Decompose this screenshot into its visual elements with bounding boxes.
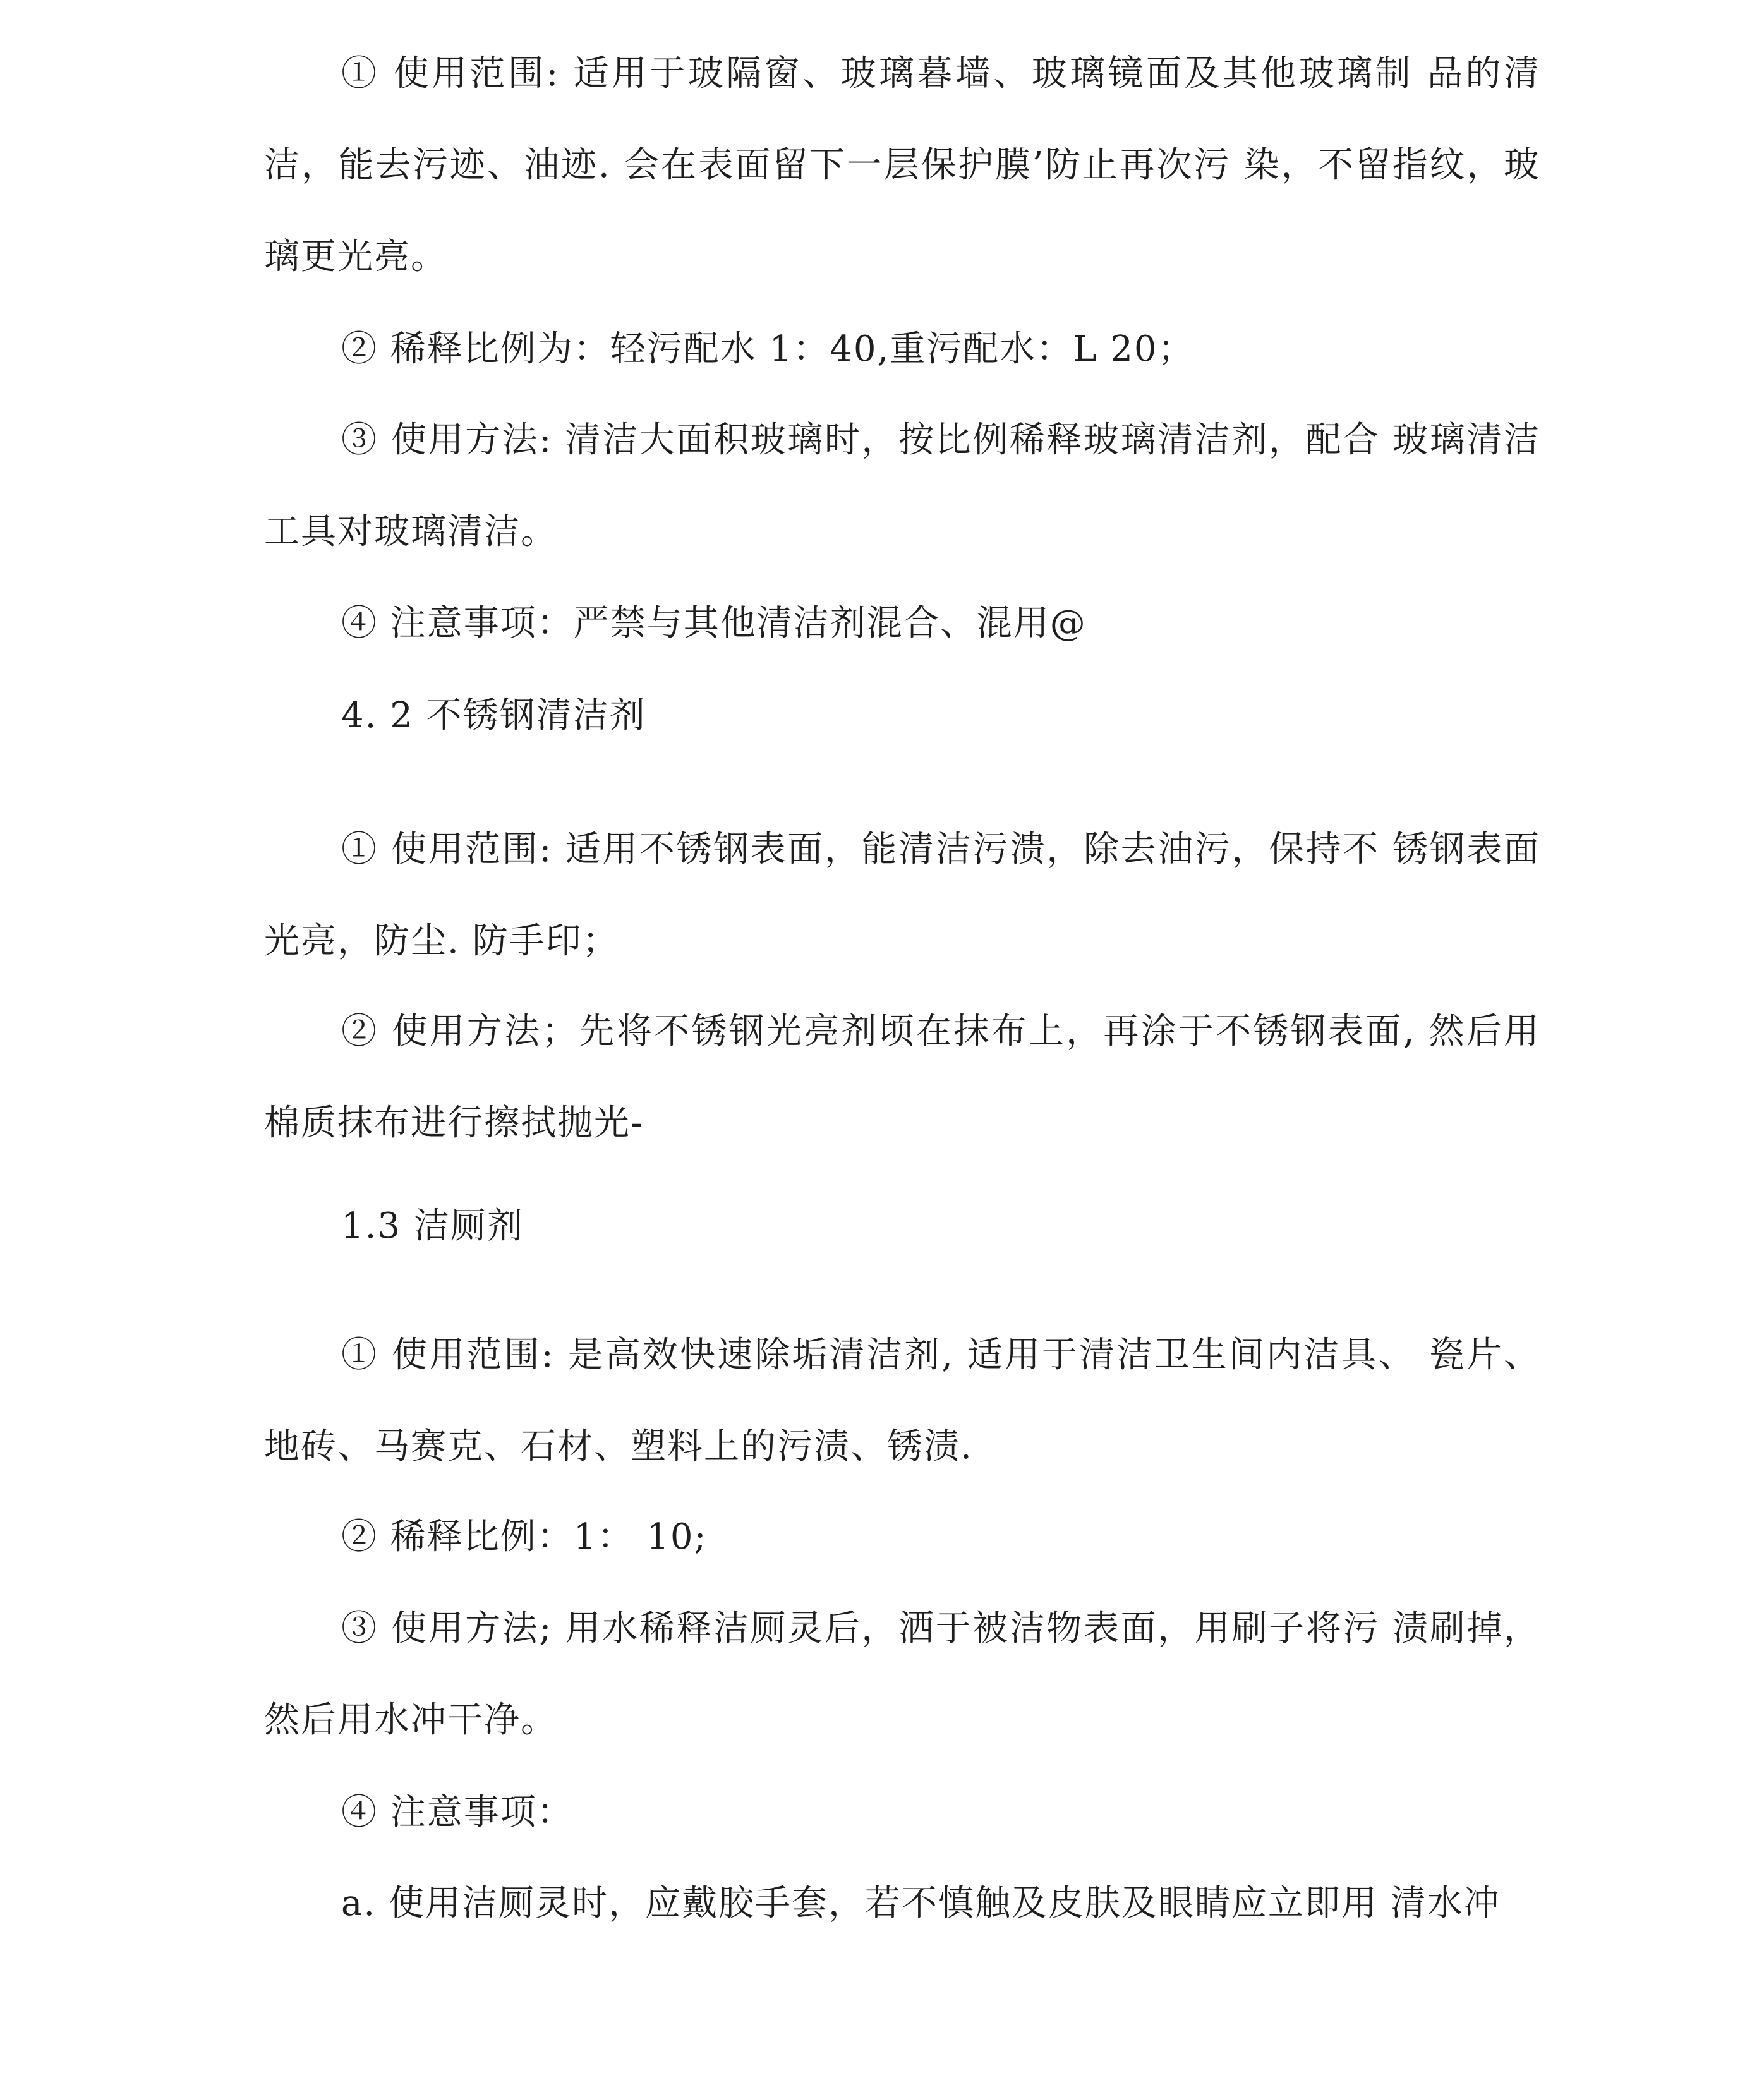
section-heading-stainless-steel-cleaner: 4. 2 不锈钢清洁剂 bbox=[341, 695, 646, 736]
section-heading-toilet-cleaner: 1.3 洁厕剂 bbox=[341, 1206, 524, 1247]
toilet-cleaner-usage-paragraph: ③ 使用方法; 用水稀释洁厕灵后，洒于被洁物表面，用刷子将污 渍刷掉，然后用水冲干净。 bbox=[264, 1608, 1540, 1741]
toilet-cleaner-caution-heading: ④ 注意事项： bbox=[341, 1792, 574, 1833]
toilet-cleaner-scope-paragraph: ① 使用范围: 是高效快速除垢清洁剂, 适用于清洁卫生间内洁具、 瓷片、地砖、马赛克、石材、塑料上的污渍、锈渍. bbox=[264, 1334, 1540, 1467]
glass-cleaner-caution-paragraph: ④ 注意事项：严禁与其他清洁剂混合、混用@ bbox=[341, 603, 1087, 644]
toilet-cleaner-dilution-paragraph: ② 稀释比例：1： 10; bbox=[341, 1516, 708, 1557]
glass-cleaner-scope-paragraph: ① 使用范围: 适用于玻隔窗、玻璃暮墙、玻璃镜面及其他玻璃制 品的清洁，能去污迹、油迹. 会在表面留下一层保护膜’防止再次污 染，不留指纹，玻璃更光亮。 bbox=[264, 53, 1540, 277]
toilet-cleaner-caution-item-a: a. 使用洁厕灵时，应戴胶手套，若不慎触及皮肤及眼睛应立即用 清水冲 bbox=[341, 1883, 1501, 1924]
stainless-usage-paragraph: ② 使用方法；先将不锈钢光亮剂顷在抹布上，再涂于不锈钢表面, 然后用棉质抹布进行擦拭抛光- bbox=[264, 1011, 1540, 1144]
glass-cleaner-dilution-paragraph: ② 稀释比例为：轻污配水 1：40,重污配水：L 20； bbox=[341, 329, 1195, 370]
stainless-scope-paragraph: ① 使用范围: 适用不锈钢表面，能清洁污溃，除去油污，保持不 锈钢表面光亮，防尘. 防手印； bbox=[264, 829, 1540, 962]
glass-cleaner-usage-paragraph: ③ 使用方法: 清洁大面积玻璃时，按比例稀释玻璃清洁剂，配合 玻璃清洁工具对玻璃清洁。 bbox=[264, 420, 1540, 552]
